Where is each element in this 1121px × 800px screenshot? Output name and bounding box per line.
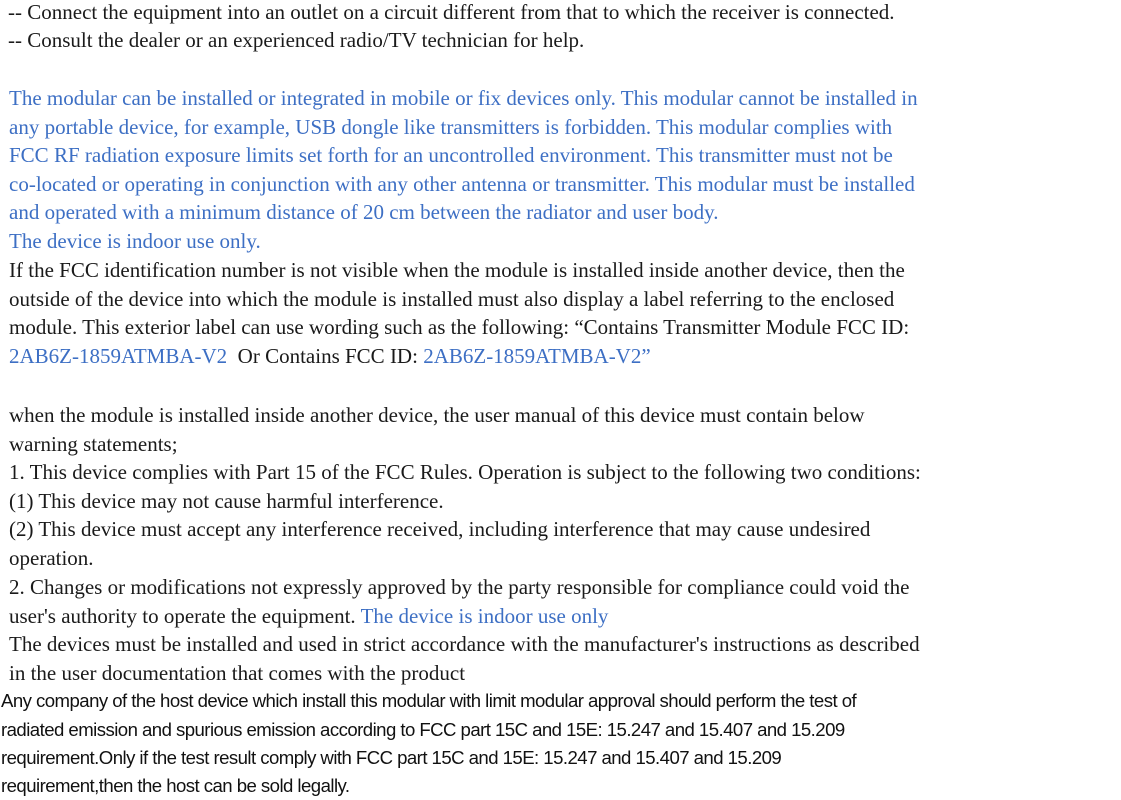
indoor-use-note: The device is indoor use only. — [9, 229, 261, 253]
manual-paragraph-line-2: warning statements; — [9, 432, 178, 456]
fcc-id-secondary: 2AB6Z-1859ATMBA-V2 — [423, 344, 642, 368]
authority-text: user's authority to operate the equipment. — [9, 604, 361, 628]
fcc-id-paragraph-line-1: If the FCC identification number is not visible when the module is installed inside another device, then the — [9, 258, 905, 282]
intro-line-consult: -- Consult the dealer or an experienced radio/TV technician for help. — [8, 28, 585, 52]
fcc-id-line — [9, 343, 651, 369]
modular-paragraph-line-1: The modular can be installed or integrated in mobile or fix devices only. This modular cannot be installed in — [9, 86, 918, 110]
host-paragraph-line-2: radiated emission and spurious emission according to FCC part 15C and 15E: 15.247 and 15.407 and 15.209 — [1, 719, 845, 740]
authority-indoor-note: The device is indoor use only — [360, 604, 609, 628]
host-paragraph-line-4: requirement,then the host can be sold legally. — [1, 775, 350, 796]
fcc-id-closing-quote: ” — [641, 344, 651, 368]
install-paragraph-line-2: in the user documentation that comes with the product — [9, 661, 466, 685]
manual-paragraph-line-6: operation. — [9, 546, 94, 570]
modular-paragraph-line-5: and operated with a minimum distance of 20 cm between the radiator and user body. — [9, 200, 719, 224]
modular-paragraph-line-2: any portable device, for example, USB dongle like transmitters is forbidden. This modular complies with — [9, 115, 893, 139]
manual-paragraph-line-4: (1) This device may not cause harmful interference. — [9, 489, 444, 513]
fcc-id-paragraph-line-2: outside of the device into which the module is installed must also display a label referring to the enclosed — [9, 287, 895, 311]
fcc-id-primary: 2AB6Z-1859ATMBA-V2 — [9, 344, 228, 368]
host-paragraph-line-1: Any company of the host device which install this modular with limit modular approval should perform the test of — [1, 690, 857, 711]
manual-paragraph-line-1: when the module is installed inside another device, the user manual of this device must contain below — [9, 403, 865, 427]
fcc-id-paragraph-line-3: module. This exterior label can use wording such as the following: “Contains Transmitter Module FCC ID: — [9, 315, 910, 339]
manual-paragraph-line-5: (2) This device must accept any interference received, including interference that may cause undesired — [9, 517, 871, 541]
install-paragraph-line-1: The devices must be installed and used in strict accordance with the manufacturer's instructions as described — [9, 632, 920, 656]
intro-line-connect: -- Connect the equipment into an outlet on a circuit different from that to which the receiver is connected. — [8, 0, 895, 24]
modular-paragraph-line-4: co-located or operating in conjunction with any other antenna or transmitter. This modular must be installed — [9, 172, 915, 196]
fcc-id-connector-text: Or Contains FCC ID: — [227, 344, 424, 368]
modular-paragraph-line-3: FCC RF radiation exposure limits set forth for an uncontrolled environment. This transmitter must not be — [9, 143, 893, 167]
manual-paragraph-line-3: 1. This device complies with Part 15 of the FCC Rules. Operation is subject to the following two conditions: — [9, 460, 921, 484]
manual-paragraph-line-7: 2. Changes or modifications not expressly approved by the party responsible for compliance could void the — [9, 575, 910, 599]
host-paragraph-line-3: requirement.Only if the test result comply with FCC part 15C and 15E: 15.247 and 15.407 and 15.209 — [1, 747, 782, 768]
authority-line — [9, 603, 608, 629]
